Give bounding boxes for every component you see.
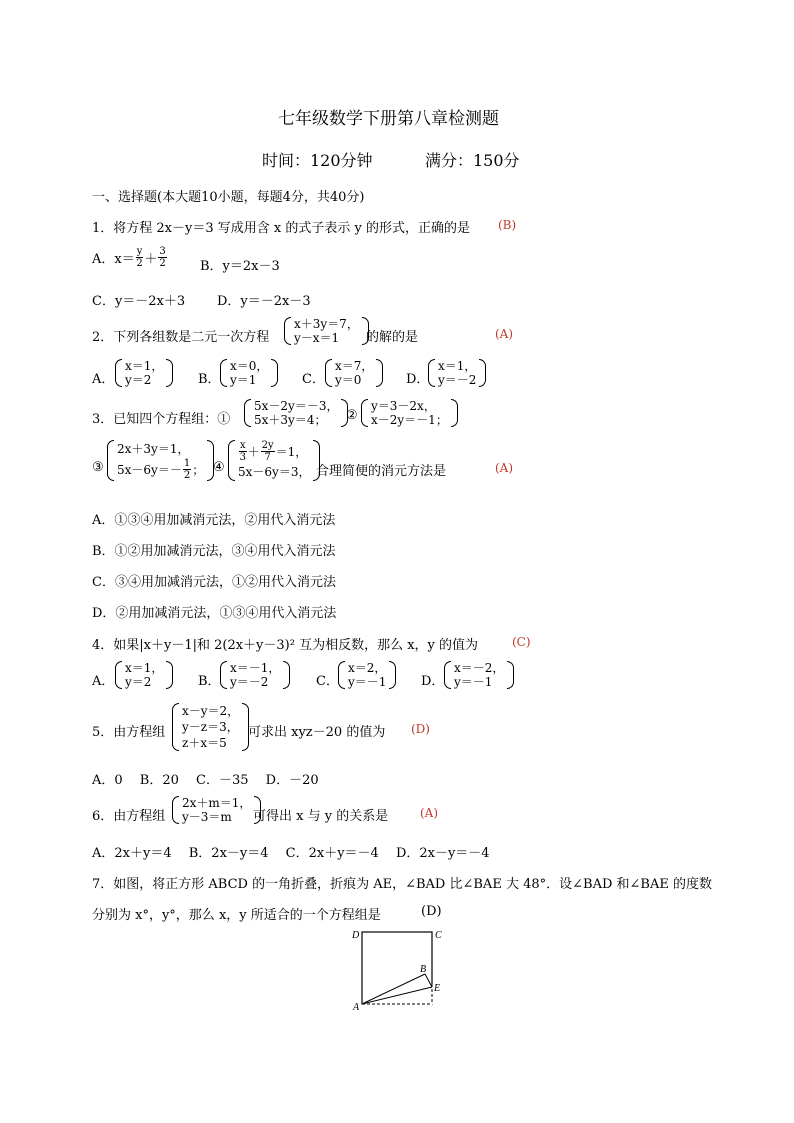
q2-option-a: x＝1， y＝2 [115, 359, 173, 387]
q2-stem: 2．下列各组数是二元一次方程 [92, 330, 270, 345]
label-a: A [353, 1002, 360, 1013]
label-b: B [420, 964, 427, 975]
q4-option-b-label: B． [198, 674, 221, 689]
q2-option-c-label: C． [302, 372, 325, 387]
q3-option-a: A．①③④用加减消元法，②用代入消元法 [92, 513, 336, 528]
q6-stem: 6．由方程组 [92, 809, 166, 824]
fraction: $\frac{1}{2}$ [183, 458, 191, 481]
q7-answer: (D) [421, 904, 442, 919]
q4-answer: (C) [512, 635, 531, 649]
page-title: 七年级数学下册第八章检测题 [278, 109, 499, 129]
q7-line-1: 7．如图，将正方形 ABCD 的一角折叠，折痕为 AE，∠BAD 比∠BAE 大 48°．设∠BAD 和∠BAE 的度数 [92, 877, 712, 892]
q3-mark-3: ③ [92, 460, 104, 475]
q3-mark-4: ④ [213, 460, 225, 475]
q7-figure [340, 922, 460, 1017]
q6-options: A．2x＋y＝4 B．2x－y＝4 C．2x＋y＝－4 D．2x－y＝－4 [92, 846, 490, 861]
exam-time: 时间：120分钟 [262, 151, 373, 170]
fraction: $\frac{3}{2}$ [159, 246, 166, 269]
q4-option-c: x＝2， y＝－1 [338, 661, 396, 689]
q3-option-c: C．③④用加减消元法，①②用代入消元法 [92, 575, 336, 590]
exam-score: 满分：150分 [425, 151, 520, 170]
q3-option-d: D．②用加减消元法，①③④用代入消元法 [92, 606, 337, 621]
q2-option-c: x＝7， y＝0 [325, 359, 383, 387]
q5-options: A．0 B．20 C．－35 D．－20 [92, 773, 319, 788]
q5-stem-end: 可求出 xyz－20 的值为 [248, 725, 386, 740]
q2-system: x＋3y＝7， y－x＝1 [284, 317, 369, 345]
q3-mark-2: ② [346, 408, 358, 423]
q1-option-d: D．y＝－2x－3 [217, 294, 311, 309]
q6-answer: (A) [420, 806, 439, 820]
q3-system-2: y＝3－2x， x－2y＝－1； [361, 399, 458, 427]
q3-system-3: 2x＋3y＝1， 5x－6y＝－ $\frac{1}{2}$ ； [107, 440, 214, 481]
q2-option-b: x＝0， y＝1 [220, 359, 278, 387]
label-d: D [352, 930, 360, 941]
q4-option-d: x＝－2， y＝－1 [444, 661, 514, 689]
q2-answer: (A) [495, 327, 514, 341]
q5-answer: (D) [411, 722, 430, 736]
q1-answer: (B) [498, 218, 517, 232]
q5-system: x－y＝2， y－z＝3， z＋x＝5 [172, 703, 249, 751]
fraction: $\frac{y}{2}$ [136, 246, 143, 269]
section-heading: 一、选择题(本大题10小题，每题4分，共40分) [92, 190, 365, 205]
q3-option-b: B．①②用加减消元法，③④用代入消元法 [92, 544, 336, 559]
q3-answer: (A) [495, 461, 514, 475]
q3-stem: 3．已知四个方程组：① [92, 412, 231, 427]
q4-option-d-label: D． [421, 674, 445, 689]
fraction: $\frac{x}{3}$ [239, 440, 246, 463]
label-e: E [434, 983, 441, 994]
q4-option-c-label: C． [316, 674, 339, 689]
q6-system: 2x＋m＝1， y－3＝m [172, 796, 261, 824]
q2-option-b-label: B． [198, 372, 221, 387]
q2-option-d: x＝1， y＝－2 [428, 359, 486, 387]
q3-stem-end: 合理简便的消元方法是 [316, 464, 447, 479]
q1-option-b: B．y＝2x－3 [200, 259, 280, 274]
segment-ab [362, 974, 425, 1004]
label-c: C [435, 930, 442, 941]
q1-stem: 1．将方程 2x－y＝3 写成用含 x 的式子表示 y 的形式，正确的是 [92, 221, 470, 236]
q2-option-d-label: D． [406, 372, 430, 387]
q1-option-c: C．y＝－2x＋3 [92, 294, 186, 309]
q3-system-1: 5x－2y＝－3， 5x＋3y＝4； [244, 399, 348, 427]
q2-option-a-label: A． [92, 372, 115, 387]
segment-be [425, 974, 432, 987]
q4-option-b: x＝－1， y＝－2 [220, 661, 290, 689]
q4-option-a: x＝1， y＝2 [115, 661, 173, 689]
q2-stem-end: 的解的是 [366, 330, 419, 345]
fraction: $\frac{2y}{7}$ [261, 440, 274, 463]
q5-stem: 5．由方程组 [92, 725, 166, 740]
q7-line-2: 分别为 x°，y°，那么 x，y 所适合的一个方程组是 [92, 908, 381, 923]
q1-option-a: A．x＝ $\frac{y}{2}$ ＋ $\frac{3}{2}$ [92, 246, 166, 269]
q3-system-4: $\frac{x}{3}$ ＋ $\frac{2y}{7}$ ＝1， 5x－6y＝3， [228, 440, 320, 481]
crease-ae [362, 987, 432, 1004]
q6-stem-end: 可得出 x 与 y 的关系是 [253, 809, 389, 824]
q4-option-a-label: A． [92, 674, 115, 689]
q4-stem: 4．如果|x＋y－1|和 2(2x＋y－3)² 互为相反数，那么 x，y 的值为 [92, 638, 479, 653]
